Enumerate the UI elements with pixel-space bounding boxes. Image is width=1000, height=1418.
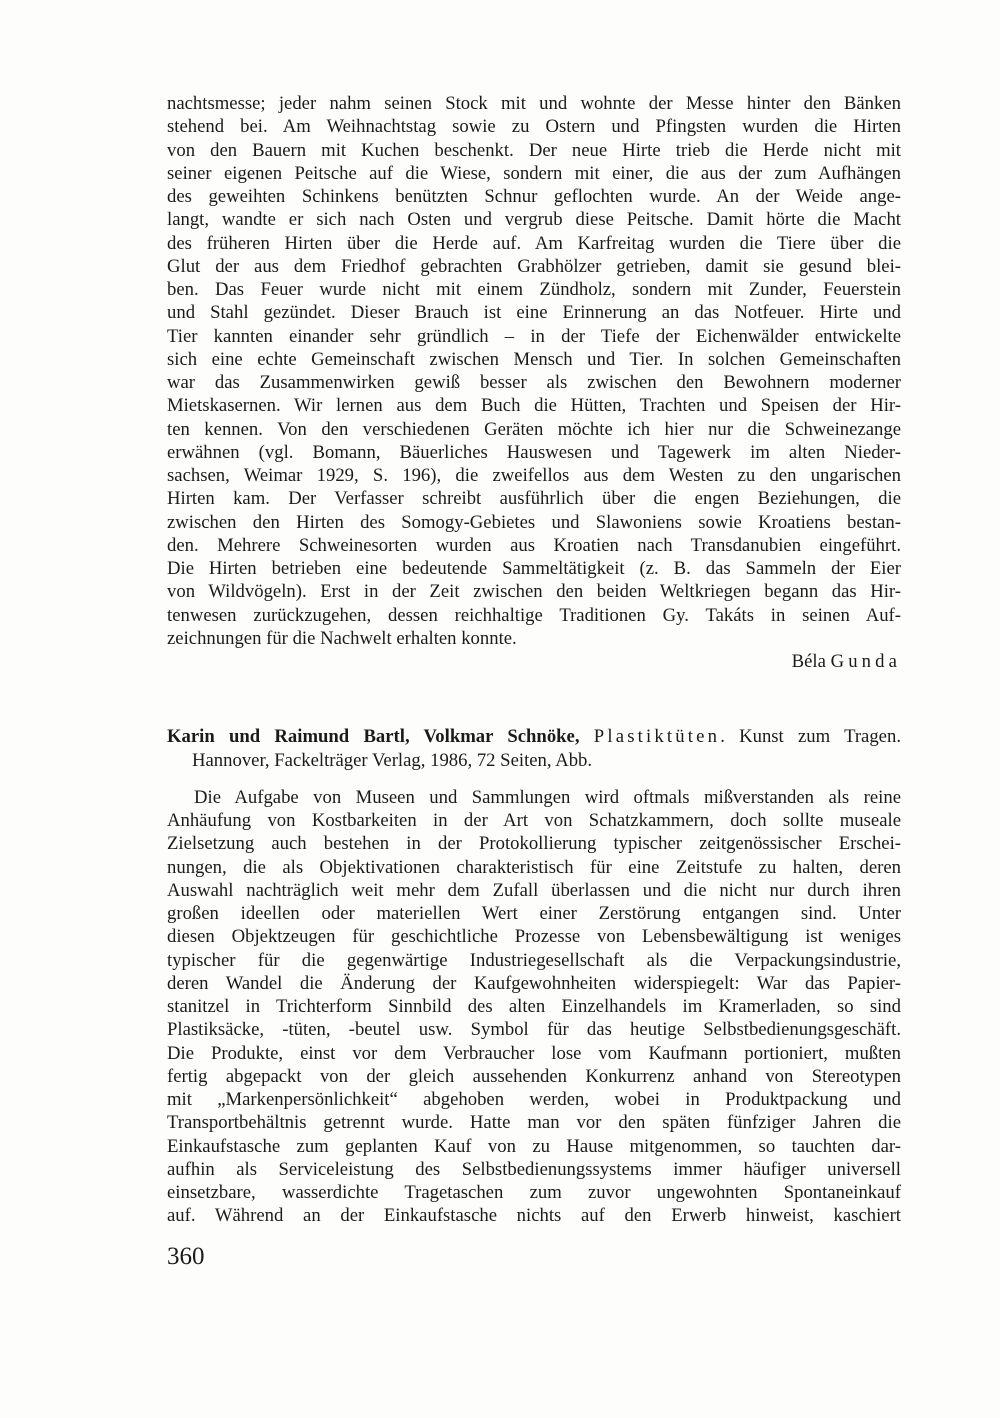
review-heading <box>167 725 901 772</box>
text-line: und Stahl gezündet. Dieser Brauch ist eine Erinnerung an das Notfeuer. Hirte und <box>167 302 901 324</box>
text-line: deren Wandel die Änderung der Kaufgewohnheiten widerspiegelt: War das Papier- <box>167 972 901 994</box>
reviewer-first-name: Béla <box>791 651 826 672</box>
text-line: nachtsmesse; jeder nahm seinen Stock mit und wohnte der Messe hinter den Bänken <box>167 93 901 114</box>
text-line: Die Produkte, einst vor dem Verbraucher lose vom Kaufmann portioniert, mußten <box>167 1042 901 1064</box>
text-line: Die Aufgabe von Museen und Sammlungen wird oftmals mißverstanden als reine <box>194 786 901 808</box>
review-title-spaced: Plastiktüten <box>593 726 721 748</box>
text-line: stanitzel in Trichterform Sinnbild des alten Einzelhandels im Kramerladen, so sind <box>167 996 901 1017</box>
reviewer-signature <box>167 650 901 673</box>
text-line: aufhin als Serviceleistung des Selbstbedienungssystems immer häufiger universell <box>167 1158 901 1180</box>
text-line: fertig abgepackt von der gleich aussehenden Konkurrenz anhand von Stereotypen <box>167 1065 901 1087</box>
text-line: Einkaufstasche zum geplanten Kauf von zu Hause mitgenommen, so tauchten dar- <box>167 1135 901 1157</box>
text-line: seiner eigenen Peitsche auf die Wiese, sondern mit einer, die aus der zum Aufhängen <box>167 162 901 184</box>
text-line: von Wildvögeln). Erst in der Zeit zwischen den beiden Weltkriegen begann das Hir- <box>167 581 901 603</box>
review-heading-line1 <box>167 725 901 748</box>
text-line: sich eine echte Gemeinschaft zwischen Mensch und Tier. In solchen Gemeinschaften <box>167 348 901 370</box>
text-line: zeichnungen für die Nachwelt erhalten konnte. <box>167 627 517 649</box>
review-imprint: Hannover, Fackelträger Verlag, 1986, 72 Seiten, Abb. <box>192 749 593 771</box>
text-line: war das Zusammenwirken gewiß besser als zwischen den Bewohnern moderner <box>167 372 901 393</box>
text-line: Zielsetzung auch bestehen in der Protokollierung typischer zeitgenössischer Erschei- <box>167 833 901 855</box>
text-line: Transportbehältnis getrennt wurde. Hatte man vor den späten fünfziger Jahren die <box>167 1112 901 1134</box>
text-line: Mietskasernen. Wir lernen aus dem Buch die Hütten, Trachten und Speisen der Hir- <box>167 395 901 417</box>
text-line: Hirten kam. Der Verfasser schreibt ausführlich über die engen Beziehungen, die <box>167 488 901 510</box>
review-title-rest: . Kunst zum Tragen. <box>720 726 901 748</box>
page-number: 360 <box>167 1243 205 1270</box>
text-line: von den Bauern mit Kuchen beschenkt. Der neue Hirte trieb die Herde nicht mit <box>167 139 901 161</box>
text-line: nungen, die als Objektivationen charakteristisch für eine Zeitstufe zu halten, deren <box>167 856 901 878</box>
text-column <box>167 92 901 1228</box>
text-line: Glut der aus dem Friedhof gebrachten Grabhölzer getrieben, damit sie gesund blei- <box>167 255 901 277</box>
review-authors: Karin und Raimund Bartl, Volkmar Schnöke, <box>167 726 580 748</box>
text-line: ben. Das Feuer wurde nicht mit einem Zündholz, sondern mit Zunder, Feuerstein <box>167 279 901 300</box>
reviewer-last-name: Gunda <box>830 651 901 672</box>
text-line: sachsen, Weimar 1929, S. 196), die zweifellos aus dem Westen zu den ungarischen <box>167 465 901 486</box>
text-line: den. Mehrere Schweinesorten wurden aus Kroatien nach Transdanubien eingeführt. <box>167 534 901 556</box>
paragraph-hirten-review-end <box>167 92 901 650</box>
text-line: einsetzbare, wasserdichte Tragetaschen zum zuvor ungewohnten Spontaneinkauf <box>167 1182 901 1203</box>
text-line: langt, wandte er sich nach Osten und vergrub diese Peitsche. Damit hörte die Macht <box>167 209 901 231</box>
text-line: typischer für die gegenwärtige Industriegesellschaft als die Verpackungsindustrie, <box>167 949 901 971</box>
text-line: Auswahl nachträglich weit mehr dem Zufall überlassen und die nicht nur durch ihren <box>167 879 901 901</box>
paragraph-plastiktueten-review <box>167 786 901 1228</box>
text-line: auf. Während an der Einkaufstasche nichts auf den Erwerb hinweist, kaschiert <box>167 1205 901 1227</box>
text-line: mit „Markenpersönlichkeit“ abgehoben werden, wobei in Produktpackung und <box>167 1089 901 1110</box>
text-line: Plastiksäcke, -tüten, -beutel usw. Symbol für das heutige Selbstbedienungsgeschäft. <box>167 1019 901 1041</box>
text-line: erwähnen (vgl. Bomann, Bäuerliches Hauswesen und Tagewerk im alten Nieder- <box>167 441 901 463</box>
text-line: diesen Objektzeugen für geschichtliche Prozesse von Lebensbewältigung ist weniges <box>167 926 901 948</box>
text-line: stehend bei. Am Weihnachtstag sowie zu Ostern und Pfingsten wurden die Hirten <box>167 116 901 138</box>
text-line: Die Hirten betrieben eine bedeutende Sammeltätigkeit (z. B. das Sammeln der Eier <box>167 558 901 579</box>
text-line: zwischen den Hirten des Somogy-Gebietes und Slawoniens sowie Kroatiens bestan- <box>167 511 901 533</box>
text-line: ten kennen. Von den verschiedenen Geräten möchte ich hier nur die Schweinezange <box>167 418 901 440</box>
text-line: des geweihten Schinkens benützten Schnur geflochten wurde. An der Weide ange- <box>167 186 901 207</box>
text-line: des früheren Hirten über die Herde auf. Am Karfreitag wurden die Tiere über die <box>167 232 901 254</box>
text-line: großen ideellen oder materiellen Wert einer Zerstörung entgangen sind. Unter <box>167 903 901 924</box>
text-line: tenwesen zurückzugehen, dessen reichhaltige Traditionen Gy. Takáts in seinen Auf- <box>167 604 901 626</box>
text-line: Anhäufung von Kostbarkeiten in der Art von Schatzkammern, doch sollte museale <box>167 810 901 831</box>
text-line: Tier kannten einander sehr gründlich – in der Tiefe der Eichenwälder entwickelte <box>167 325 901 347</box>
